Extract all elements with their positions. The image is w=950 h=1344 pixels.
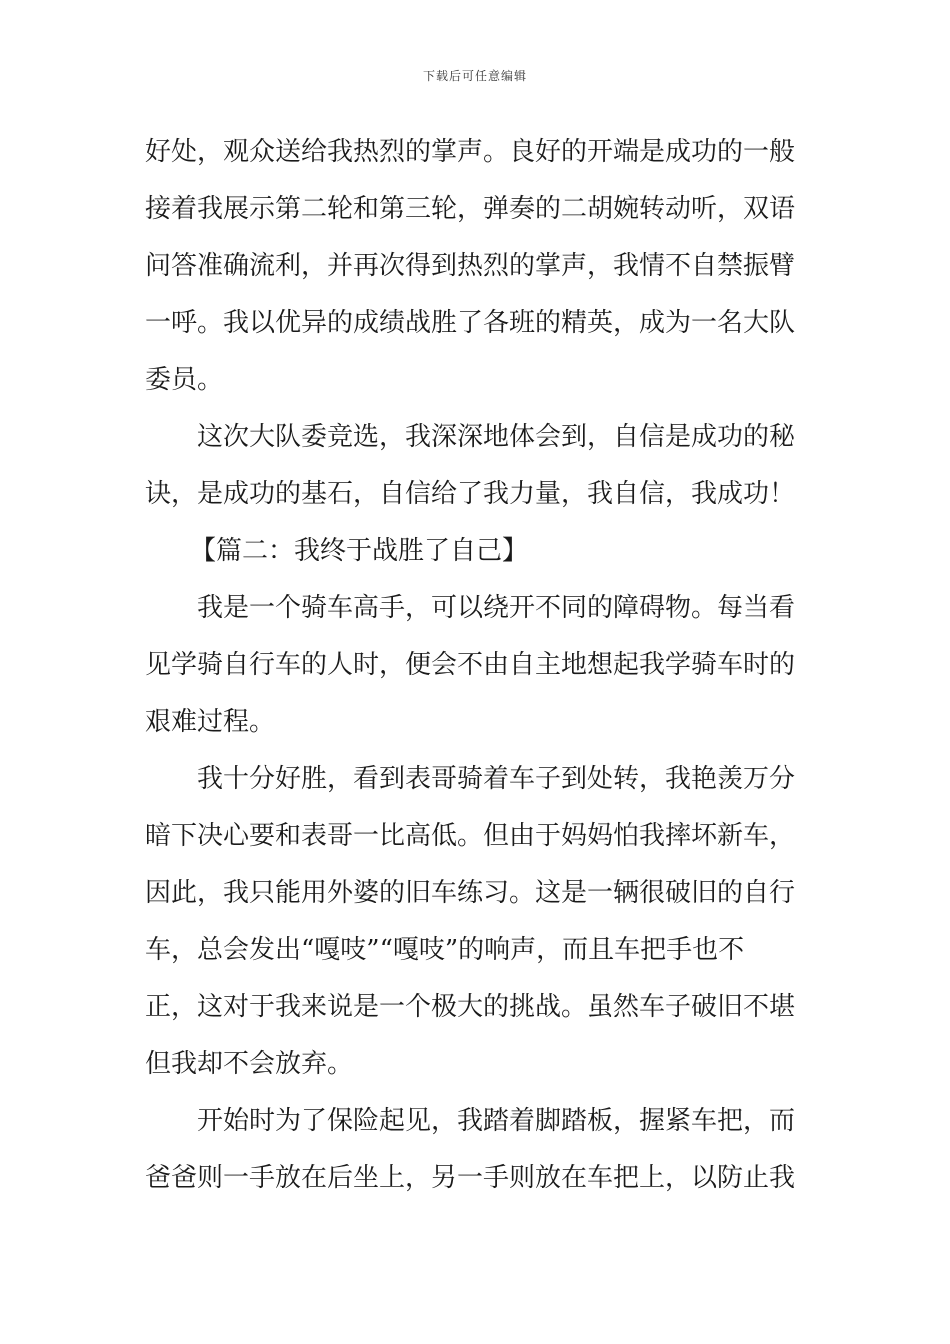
text-line: 委员。: [145, 365, 224, 395]
paragraph-first-line: 开始时为了保险起见，我踏着脚踏板，握紧车把，而: [197, 1106, 796, 1136]
paragraph-first-line: 我十分好胜，看到表哥骑着车子到处转，我艳羡万分: [197, 764, 796, 794]
text-line: 好处，观众送给我热烈的掌声。良好的开端是成功的一般: [145, 137, 796, 167]
text-line: 因此，我只能用外婆的旧车练习。这是一辆很破旧的自行: [145, 878, 796, 908]
page-header: 下载后可任意编辑: [422, 69, 527, 83]
text-line: 一呼。我以优异的成绩战胜了各班的精英，成为一名大队: [145, 308, 796, 338]
text-line: 正，这对于我来说是一个极大的挑战。虽然车子破旧不堪: [145, 992, 796, 1022]
text-line: 艰难过程。: [145, 707, 276, 737]
section-heading: 【篇二：我终于战胜了自己】: [190, 536, 529, 566]
text-line: 问答准确流利，并再次得到热烈的掌声，我情不自禁振臂: [145, 251, 796, 281]
text-line: 诀，是成功的基石，自信给了我力量，我自信，我成功！: [145, 479, 796, 509]
text-line: 车，总会发出“嘎吱”“嘎吱”的响声，而且车把手也不: [145, 935, 745, 965]
text-line: 接着我展示第二轮和第三轮，弹奏的二胡婉转动听，双语: [145, 194, 796, 224]
text-line: 但我却不会放弃。: [145, 1049, 354, 1079]
text-line: 暗下决心要和表哥一比高低。但由于妈妈怕我摔坏新车，: [145, 821, 796, 851]
document-body: [145, 124, 810, 1207]
text-line: 爸爸则一手放在后坐上，另一手则放在车把上，以防止我: [145, 1163, 796, 1193]
text-line: 见学骑自行车的人时，便会不由自主地想起我学骑车时的: [145, 650, 796, 680]
paragraph-first-line: 我是一个骑车高手，可以绕开不同的障碍物。每当看: [197, 593, 796, 623]
paragraph-first-line: 这次大队委竞选，我深深地体会到，自信是成功的秘: [197, 422, 796, 452]
